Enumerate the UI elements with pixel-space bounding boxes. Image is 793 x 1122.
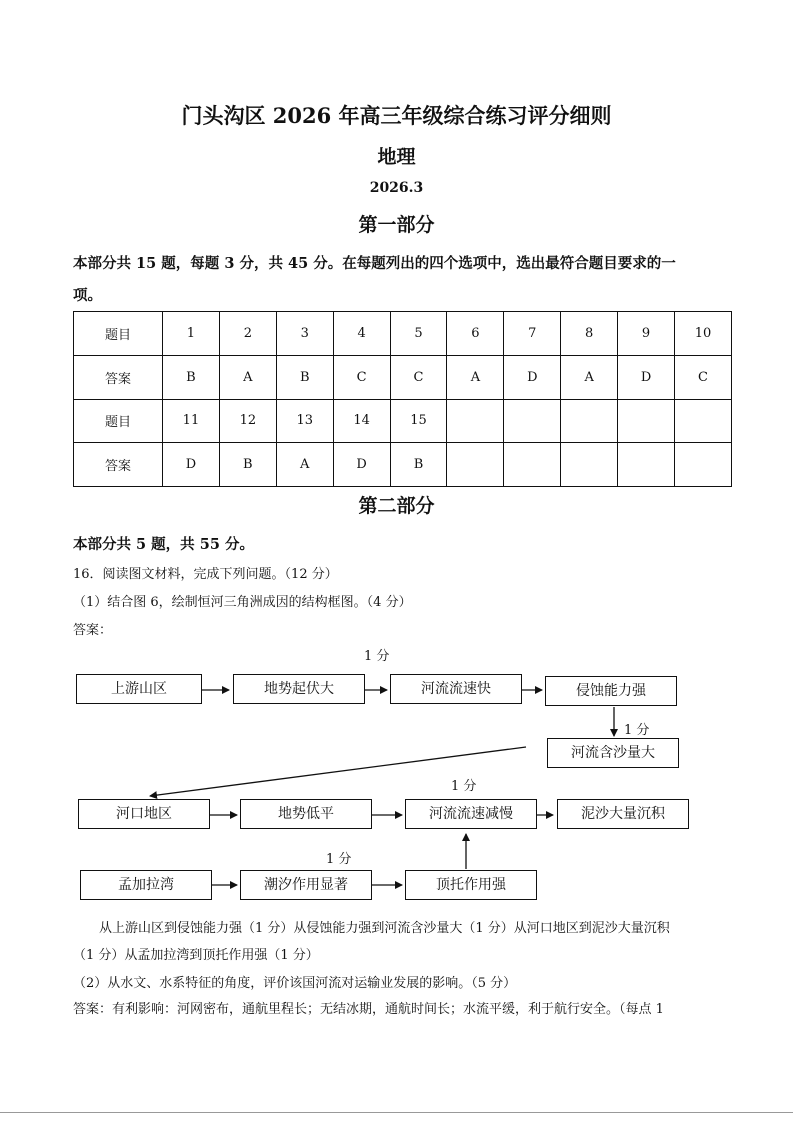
table-cell: 9 [618,312,675,356]
table-cell: 1 [163,312,220,356]
exam-date: 2026.3 [369,180,424,196]
page-bottom-divider [0,1112,793,1113]
subject-title: 地理 [377,146,416,168]
table-cell: D [333,443,390,487]
table-cell: 14 [333,399,390,443]
box-sediment-deposit: 泥沙大量沉积 [557,799,689,829]
table-cell: 15 [390,399,447,443]
score-label-4: 1 分 [326,852,352,867]
box-high-sediment: 河流含沙量大 [547,738,679,768]
box-strong-erosion: 侵蚀能力强 [545,676,677,706]
table-cell: A [561,355,618,399]
table-cell: 2 [219,312,276,356]
table-row-label: 答案 [74,443,163,487]
box-flat-terrain: 地势低平 [240,799,372,829]
table-cell: 7 [504,312,561,356]
box-tidal-effect: 潮汐作用显著 [240,870,372,900]
table-cell: A [276,443,333,487]
question-16-1: （1）结合图 6，绘制恒河三角洲成因的结构框图。（4 分） [73,595,412,610]
table-cell: 3 [276,312,333,356]
scoring-line-2: （1 分）从孟加拉湾到顶托作用强（1 分） [73,948,319,963]
table-cell: 10 [675,312,732,356]
table-cell: 8 [561,312,618,356]
table-cell: B [276,355,333,399]
part1-intro-line1: 本部分共 15 题，每题 3 分，共 45 分。在每题列出的四个选项中，选出最符合题目要求的一 [73,255,676,272]
box-upstream-mountains: 上游山区 [76,674,202,704]
table-row-label: 题目 [74,399,163,443]
part1-heading: 第一部分 [358,214,435,236]
answer-label: 答案： [73,623,113,638]
table-row-label: 题目 [74,312,163,356]
table-cell: 11 [163,399,220,443]
box-steep-terrain: 地势起伏大 [233,674,365,704]
table-cell: B [163,355,220,399]
table-cell: C [675,355,732,399]
table-cell: 13 [276,399,333,443]
part2-heading: 第二部分 [358,495,435,517]
part1-intro-line2: 项。 [73,287,102,304]
question-16-2-answer: 答案：有利影响：河网密布，通航里程长；无结冰期，通航时间长；水流平缓，利于航行安全。（每点 1 [73,1002,664,1017]
table-cell: A [447,355,504,399]
score-label-1: 1 分 [364,649,390,664]
box-backwater-effect: 顶托作用强 [405,870,537,900]
score-label-2: 1 分 [624,723,650,738]
question-16-2: （2）从水文、水系特征的角度，评价该国河流对运输业发展的影响。（5 分） [73,976,517,991]
part2-intro: 本部分共 5 题，共 55 分。 [73,536,254,553]
table-cell: D [163,443,220,487]
box-slow-flow: 河流流速减慢 [405,799,537,829]
page-title: 门头沟区 2026 年高三年级综合练习评分细则 [181,103,612,128]
table-cell: A [219,355,276,399]
box-river-mouth: 河口地区 [78,799,210,829]
table-cell: 12 [219,399,276,443]
scoring-line-1: 从上游山区到侵蚀能力强（1 分）从侵蚀能力强到河流含沙量大（1 分）从河口地区到泥沙大量沉积 [99,921,670,936]
table-cell: 6 [447,312,504,356]
box-bay-of-bengal: 孟加拉湾 [80,870,212,900]
score-label-3: 1 分 [451,779,477,794]
table-cell: B [390,443,447,487]
table-cell: 5 [390,312,447,356]
table-row-label: 答案 [74,355,163,399]
table-cell: C [390,355,447,399]
table-cell: C [333,355,390,399]
box-fast-flow: 河流流速快 [390,674,522,704]
table-cell: 4 [333,312,390,356]
table-cell: B [219,443,276,487]
table-cell: D [504,355,561,399]
table-cell: D [618,355,675,399]
question-16: 16．阅读图文材料，完成下列问题。（12 分） [73,567,338,582]
